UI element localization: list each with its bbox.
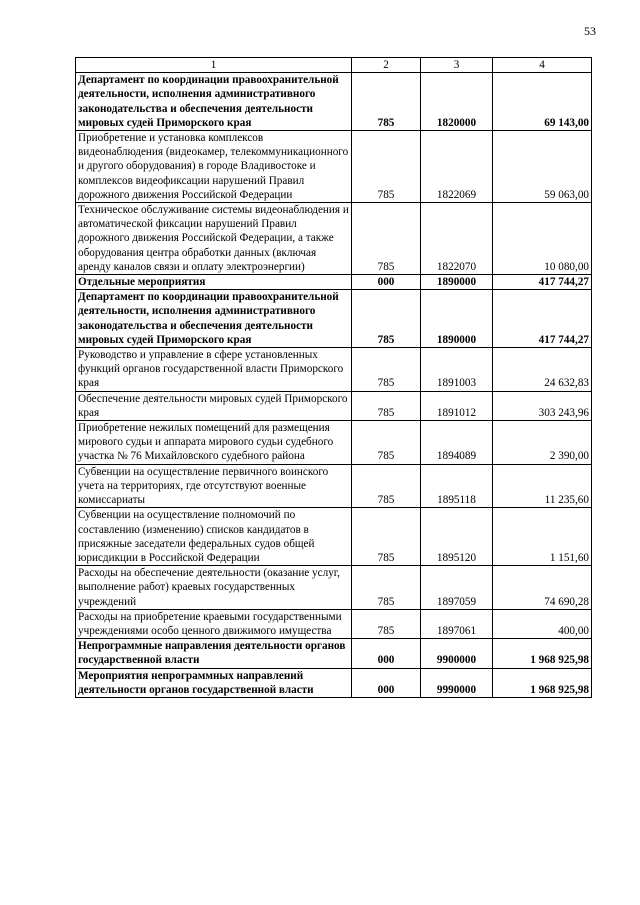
- row-target: 9900000: [421, 639, 493, 668]
- row-name: Мероприятия непрограммных направлений деятельности органов государственной власти: [76, 668, 352, 697]
- row-name: Субвенции на осуществление первичного воинского учета на территориях, где отсутствуют военные комиссариаты: [76, 464, 352, 508]
- row-code: 785: [352, 609, 421, 638]
- row-code: 785: [352, 348, 421, 392]
- row-target: 1822069: [421, 131, 493, 203]
- row-target: 1897059: [421, 566, 493, 610]
- row-code: 000: [352, 639, 421, 668]
- table-row: [76, 566, 592, 610]
- row-target: 1890000: [421, 275, 493, 290]
- row-amount: 2 390,00: [493, 421, 592, 465]
- budget-table: [75, 57, 592, 698]
- row-amount: 1 151,60: [493, 508, 592, 566]
- table-row: [76, 203, 592, 275]
- row-amount: 10 080,00: [493, 203, 592, 275]
- row-name: Руководство и управление в сфере установленных функций органов государственной власти Приморского края: [76, 348, 352, 392]
- row-amount: 1 968 925,98: [493, 668, 592, 697]
- row-amount: 74 690,28: [493, 566, 592, 610]
- table-row: [76, 508, 592, 566]
- row-name: Непрограммные направления деятельности органов государственной власти: [76, 639, 352, 668]
- table-row: [76, 609, 592, 638]
- table-row: [76, 668, 592, 697]
- table-row: [76, 464, 592, 508]
- row-target: 1894089: [421, 421, 493, 465]
- row-name: Департамент по координации правоохранительной деятельности, исполнения административного законодательства и обеспечения деятельности мировых судей Приморского края: [76, 290, 352, 348]
- row-target: 1820000: [421, 73, 493, 131]
- row-code: 785: [352, 421, 421, 465]
- table-row: [76, 348, 592, 392]
- row-name: Департамент по координации правоохранительной деятельности, исполнения административного законодательства и обеспечения деятельности мировых судей Приморского края: [76, 73, 352, 131]
- row-code: 000: [352, 275, 421, 290]
- row-target: 1891012: [421, 391, 493, 420]
- row-code: 785: [352, 290, 421, 348]
- row-target: 1822070: [421, 203, 493, 275]
- row-amount: 1 968 925,98: [493, 639, 592, 668]
- row-target: 9990000: [421, 668, 493, 697]
- row-code: 785: [352, 566, 421, 610]
- table-row: [76, 639, 592, 668]
- row-amount: 69 143,00: [493, 73, 592, 131]
- table-header-row: [76, 58, 592, 73]
- row-name: Техническое обслуживание системы видеонаблюдения и автоматической фиксации нарушений Правил дорожного движения Российской Федерации, а также оборудования центра обработки данных (включая аренду каналов связи и оплату электроэнергии): [76, 203, 352, 275]
- row-target: 1891003: [421, 348, 493, 392]
- row-target: 1890000: [421, 290, 493, 348]
- row-name: Обеспечение деятельности мировых судей Приморского края: [76, 391, 352, 420]
- row-code: 785: [352, 391, 421, 420]
- page-number: 53: [584, 24, 596, 38]
- column-header-4: 4: [493, 58, 592, 73]
- row-name: Расходы на обеспечение деятельности (оказание услуг, выполнение работ) краевых государственных учреждений: [76, 566, 352, 610]
- table-row: [76, 391, 592, 420]
- row-code: 785: [352, 131, 421, 203]
- row-amount: 417 744,27: [493, 275, 592, 290]
- row-code: 785: [352, 73, 421, 131]
- table-row: [76, 73, 592, 131]
- row-target: 1897061: [421, 609, 493, 638]
- row-code: 785: [352, 464, 421, 508]
- table-row: [76, 421, 592, 465]
- row-name: Отдельные мероприятия: [76, 275, 352, 290]
- row-amount: 11 235,60: [493, 464, 592, 508]
- row-amount: 303 243,96: [493, 391, 592, 420]
- row-name: Приобретение нежилых помещений для размещения мирового судьи и аппарата мирового судьи судебного участка № 76 Михайловского судебного района: [76, 421, 352, 465]
- row-amount: 24 632,83: [493, 348, 592, 392]
- column-header-3: 3: [421, 58, 493, 73]
- row-code: 785: [352, 508, 421, 566]
- row-amount: 59 063,00: [493, 131, 592, 203]
- row-code: 000: [352, 668, 421, 697]
- row-name: Приобретение и установка комплексов видеонаблюдения (видеокамер, телекоммуникационного и другого оборудования) в городе Владивостоке и комплексов видеофиксации нарушений Правил дорожного движения Российской Федерации: [76, 131, 352, 203]
- row-target: 1895118: [421, 464, 493, 508]
- table-row: [76, 290, 592, 348]
- row-code: 785: [352, 203, 421, 275]
- row-name: Расходы на приобретение краевыми государственными учреждениями особо ценного движимого имущества: [76, 609, 352, 638]
- row-amount: 400,00: [493, 609, 592, 638]
- row-name: Субвенции на осуществление полномочий по составлению (изменению) списков кандидатов в присяжные заседатели федеральных судов общей юрисдикции в Российской Федерации: [76, 508, 352, 566]
- column-header-2: 2: [352, 58, 421, 73]
- table-row: [76, 275, 592, 290]
- row-amount: 417 744,27: [493, 290, 592, 348]
- table-row: [76, 131, 592, 203]
- row-target: 1895120: [421, 508, 493, 566]
- column-header-1: 1: [76, 58, 352, 73]
